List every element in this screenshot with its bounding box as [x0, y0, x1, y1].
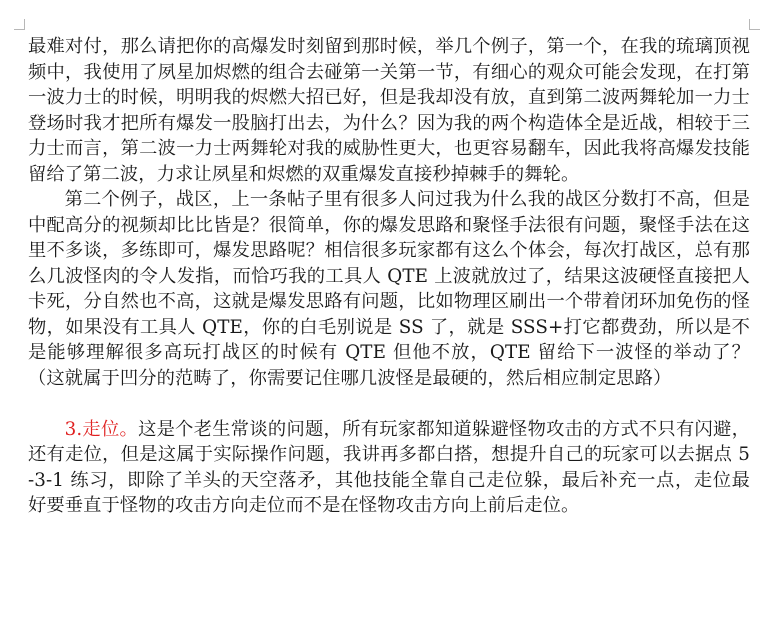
paragraph-2[interactable] — [28, 187, 750, 391]
page-corner-mark-top-left — [14, 19, 25, 30]
blank-line — [28, 391, 750, 417]
paragraph-1-text: 最难对付，那么请把你的高爆发时刻留到那时候，举几个例子，第一个，在我的琉璃顶视频中，我使用了夙星加烬燃的组合去碰第一关第一节，有细心的观众可能会发现，在打第一波力士的时候，明明我的烬燃大招已好，但是我却没有放，直到第二波两舞轮加一力士登场时我才把所有爆发一股脑打出去，为什么？因为我的两个构造体全是近战，相较于三力士而言，第二波一力士两舞轮对我的威胁性更大，也更容易翻车，因此我将高爆发技能留给了第二波，力求让夙星和烬燃的双重爆发直接秒掉棘手的舞轮。 — [28, 36, 750, 185]
paragraph-3[interactable] — [28, 417, 750, 519]
document-body[interactable] — [28, 34, 750, 519]
paragraph-2-text: 第二个例子，战区，上一条帖子里有很多人问过我为什么我的战区分数打不高，但是中配高分的视频却比比皆是？很简单，你的爆发思路和聚怪手法很有问题，聚怪手法在这里不多谈，多练即可，爆发思路呢？相信很多玩家都有这么个体会，每次打战区，总有那么几波怪肉的令人发指，而恰巧我的工具人 QTE 上波就放过了，结果这波硬怪直接把人卡死，分自然也不高，这就是爆发思路有问题，比如物理区刷出一个带着闭环加免伤的怪物，如果没有工具人 QTE，你的白毛别说是 SS 了，就是 SSS+打它都费劲，所以是不是能够理解很多高玩打战区的时候有 QTE 但他不放，QTE 留给下一波怪的举动了？（这就属于凹分的范畴了，你需要记住哪几波怪是最硬的，然后相应制定思路） — [28, 189, 750, 389]
page-corner-mark-top-right — [749, 19, 760, 30]
paragraph-1[interactable] — [28, 34, 750, 187]
section-heading-movement: 3.走位。 — [64, 418, 139, 440]
paragraph-3-text: 这是个老生常谈的问题，所有玩家都知道躲避怪物攻击的方式不只有闪避，还有走位，但是这属于实际操作问题，我讲再多都白搭，想提升自己的玩家可以去据点 5-3-1 练习，即除了羊头的天空落矛，其他技能全靠自己走位躲，最后补充一点，走位最好要垂直于怪物的攻击方向走位而不是在怪物攻击方向上前后走位。 — [28, 418, 750, 516]
